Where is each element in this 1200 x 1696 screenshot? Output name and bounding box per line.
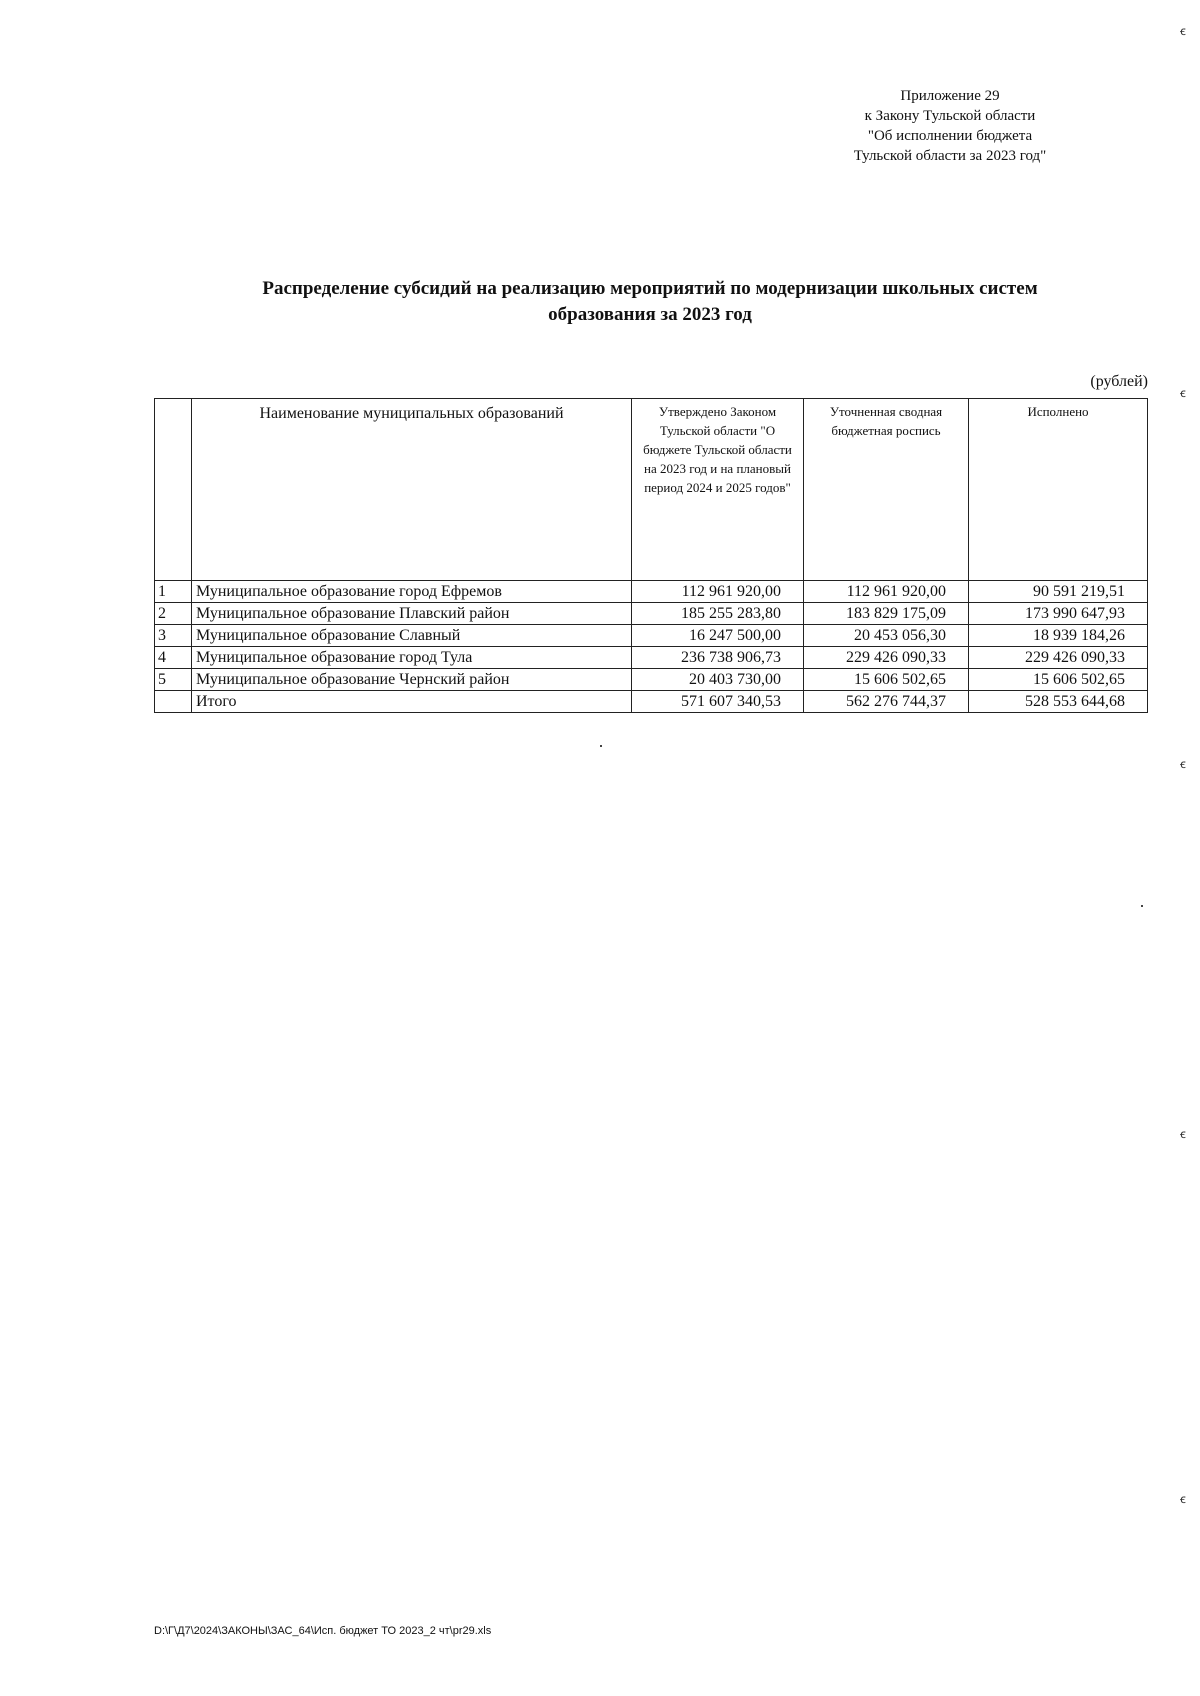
row-name: Муниципальное образование Чернский район (192, 669, 632, 691)
total-approved: 571 607 340,53 (632, 691, 804, 713)
row-name: Муниципальное образование Славный (192, 625, 632, 647)
scan-mark-icon: ꞓ (1180, 1492, 1186, 1506)
appendix-line-2: к Закону Тульской области (864, 108, 1036, 124)
scan-mark-icon: ꞓ (1180, 386, 1186, 400)
title-line-2: образования за 2023 год (548, 304, 752, 325)
row-executed: 90 591 219,51 (969, 581, 1148, 603)
row-approved: 185 255 283,80 (632, 603, 804, 625)
table-row (155, 603, 1148, 625)
row-number: 5 (155, 669, 192, 691)
header-revised: Уточненная сводная бюджетная роспись (804, 399, 969, 581)
row-executed: 18 939 184,26 (969, 625, 1148, 647)
row-executed: 229 426 090,33 (969, 647, 1148, 669)
row-number: 1 (155, 581, 192, 603)
header-executed: Исполнено (969, 399, 1148, 581)
row-name: Муниципальное образование Плавский район (192, 603, 632, 625)
total-number (155, 691, 192, 713)
table-total-row (155, 691, 1148, 713)
header-approved: Утверждено Законом Тульской области "О бюджете Тульской области на 2023 год и на плановый период 2024 и 2025 годов" (632, 399, 804, 581)
row-number: 4 (155, 647, 192, 669)
scan-mark-icon: ꞓ (1180, 1127, 1186, 1141)
row-approved: 16 247 500,00 (632, 625, 804, 647)
row-revised: 20 453 056,30 (804, 625, 969, 647)
units-label: (рублей) (1090, 373, 1148, 390)
row-name: Муниципальное образование город Тула (192, 647, 632, 669)
total-name: Итого (192, 691, 632, 713)
row-name: Муниципальное образование город Ефремов (192, 581, 632, 603)
table-row (155, 647, 1148, 669)
subsidy-table (154, 398, 1148, 713)
scan-speck-icon (600, 745, 602, 747)
appendix-line-3: "Об исполнении бюджета (867, 128, 1033, 144)
header-name: Наименование муниципальных образований (192, 399, 632, 581)
total-executed: 528 553 644,68 (969, 691, 1148, 713)
appendix-line-1: Приложение 29 (900, 88, 1000, 104)
row-revised: 229 426 090,33 (804, 647, 969, 669)
row-number: 2 (155, 603, 192, 625)
file-path-footer: D:\Г\Д7\2024\ЗАКОНЫ\ЗАС_64\Исп. бюджет ТО 2023_2 чт\pr29.xls (154, 1625, 492, 1637)
title-line-1: Распределение субсидий на реализацию мероприятий по модернизации школьных систем (262, 278, 1038, 299)
table-row (155, 581, 1148, 603)
row-revised: 15 606 502,65 (804, 669, 969, 691)
row-executed: 15 606 502,65 (969, 669, 1148, 691)
scan-mark-icon: ꞓ (1180, 24, 1186, 38)
appendix-header (760, 86, 1140, 166)
table-row (155, 625, 1148, 647)
row-revised: 183 829 175,09 (804, 603, 969, 625)
row-revised: 112 961 920,00 (804, 581, 969, 603)
row-number: 3 (155, 625, 192, 647)
row-approved: 236 738 906,73 (632, 647, 804, 669)
table-row (155, 669, 1148, 691)
appendix-line-4: Тульской области за 2023 год" (853, 148, 1047, 164)
row-executed: 173 990 647,93 (969, 603, 1148, 625)
header-number (155, 399, 192, 581)
document-title (150, 276, 1150, 328)
scan-speck-icon (1141, 905, 1143, 907)
row-approved: 112 961 920,00 (632, 581, 804, 603)
row-approved: 20 403 730,00 (632, 669, 804, 691)
table-header-row (155, 399, 1148, 581)
scan-mark-icon: ꞓ (1180, 757, 1186, 771)
total-revised: 562 276 744,37 (804, 691, 969, 713)
